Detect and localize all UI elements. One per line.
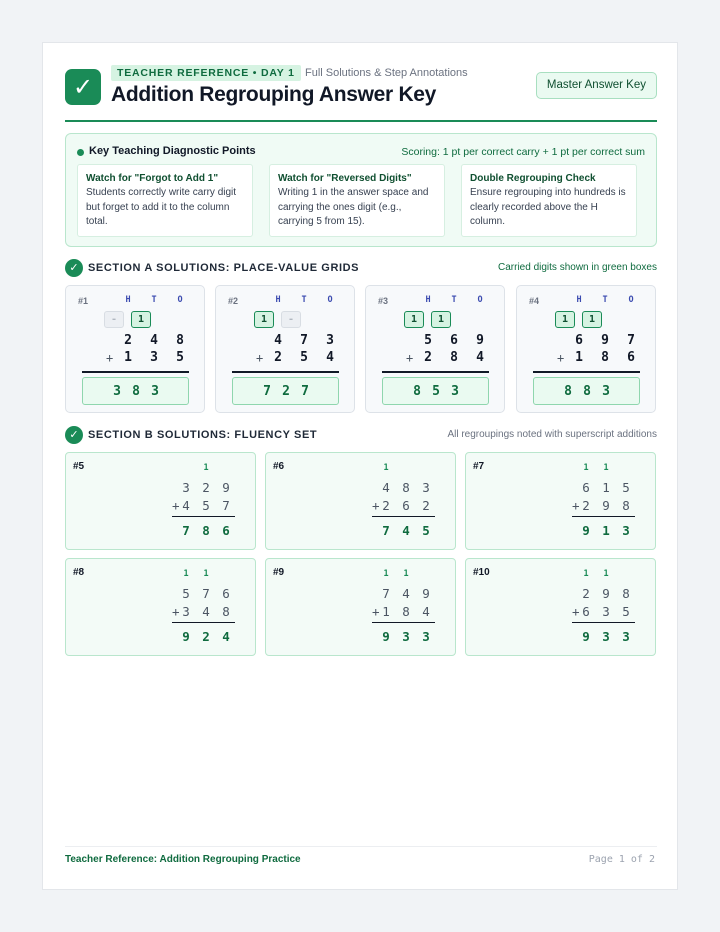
header-subtitle: Full Solutions & Step Annotations [305, 67, 468, 79]
answer-digit: 3 [602, 629, 610, 644]
addend-digit: 6 [450, 333, 458, 348]
carry-box: - [104, 311, 124, 328]
addend-digit: 6 [222, 586, 230, 601]
answer-digit: 9 [182, 629, 190, 644]
fluency-problem-card [265, 452, 456, 550]
section-b-header [65, 426, 657, 446]
answer-digit: 4 [222, 629, 230, 644]
page-header [65, 65, 657, 121]
addend-digit: 6 [402, 498, 410, 513]
answer-digit: 3 [622, 523, 630, 538]
problem-number: #2 [228, 296, 239, 306]
addend-digit: 7 [300, 333, 308, 348]
header-divider [65, 120, 657, 122]
sum-line [572, 622, 635, 623]
answer-digit: 8 [202, 523, 210, 538]
section-title: SECTION B SOLUTIONS: FLUENCY SET [88, 429, 318, 441]
addend-digit: 2 [424, 350, 432, 365]
carry-digit: 1 [603, 569, 609, 579]
addend-digit: 7 [627, 333, 635, 348]
addend-digit: 8 [402, 480, 410, 495]
answer-digit: 8 [564, 384, 572, 399]
addend-digit: 3 [326, 333, 334, 348]
answer-digit: 8 [583, 384, 591, 399]
addend-digit: 4 [422, 604, 430, 619]
answer-digit: 4 [402, 523, 410, 538]
addend-digit: 2 [274, 350, 282, 365]
carry-box: - [281, 311, 301, 328]
addend-digit: 3 [182, 480, 190, 495]
addend-digit: 5 [176, 350, 184, 365]
answer-digit: 3 [422, 629, 430, 644]
problem-number: #7 [473, 461, 485, 472]
carry-digit: 1 [203, 463, 209, 473]
plus-sign: + [372, 498, 380, 513]
addend-digit: 8 [622, 586, 630, 601]
carry-digit: 1 [583, 569, 589, 579]
problem-number: #1 [78, 296, 89, 306]
carry-digit: 1 [583, 463, 589, 473]
addend-digit: 4 [476, 350, 484, 365]
diagnostic-tip [269, 164, 445, 237]
sum-line [372, 622, 435, 623]
addend-digit: 3 [150, 350, 158, 365]
plus-sign: + [572, 604, 580, 619]
check-icon: ✓ [65, 259, 83, 277]
plus-sign: + [172, 498, 180, 513]
plus-sign: + [256, 351, 264, 365]
section-title: SECTION A SOLUTIONS: PLACE-VALUE GRIDS [88, 262, 360, 274]
carry-box: 1 [582, 311, 602, 328]
addend-digit: 7 [222, 498, 230, 513]
reference-tag: TEACHER REFERENCE • DAY 1 [111, 65, 301, 81]
problem-number: #10 [473, 567, 490, 578]
problem-number: #4 [529, 296, 540, 306]
fluency-problem-card [65, 452, 256, 550]
answer-digit: 3 [622, 629, 630, 644]
answer-digit: 5 [422, 523, 430, 538]
addend-digit: 6 [627, 350, 635, 365]
carry-box: 1 [254, 311, 274, 328]
addend-digit: 6 [582, 604, 590, 619]
master-answer-key-badge: Master Answer Key [536, 72, 657, 99]
addend-digit: 2 [422, 498, 430, 513]
place-value-grid-card [516, 285, 656, 413]
addend-digit: 3 [602, 604, 610, 619]
addend-digit: 5 [182, 586, 190, 601]
addend-digit: 1 [602, 480, 610, 495]
addend-digit: 3 [182, 604, 190, 619]
addend-digit: 8 [601, 350, 609, 365]
answer-digit: 2 [202, 629, 210, 644]
column-header: H [576, 295, 582, 305]
column-header: T [451, 295, 457, 305]
answer-digit: 3 [151, 384, 159, 399]
answer-box [82, 377, 189, 405]
answer-digit: 7 [182, 523, 190, 538]
fluency-problem-card [265, 558, 456, 656]
column-header: T [301, 295, 307, 305]
column-header: O [327, 295, 333, 305]
carry-box: 1 [404, 311, 424, 328]
addend-digit: 8 [622, 498, 630, 513]
answer-digit: 5 [432, 384, 440, 399]
answer-digit: 7 [301, 384, 309, 399]
addend-digit: 6 [575, 333, 583, 348]
carry-box: 1 [555, 311, 575, 328]
column-header: O [628, 295, 634, 305]
answer-digit: 8 [413, 384, 421, 399]
sum-line [232, 371, 339, 373]
answer-digit: 7 [263, 384, 271, 399]
plus-sign: + [172, 604, 180, 619]
addend-digit: 8 [450, 350, 458, 365]
column-header: H [275, 295, 281, 305]
answer-key-page [42, 42, 678, 890]
addend-digit: 3 [422, 480, 430, 495]
answer-digit: 9 [382, 629, 390, 644]
carry-box: 1 [431, 311, 451, 328]
addend-digit: 9 [602, 586, 610, 601]
diagnostic-title: Key Teaching Diagnostic Points [89, 145, 256, 157]
answer-box [232, 377, 339, 405]
addend-digit: 6 [582, 480, 590, 495]
sum-line [82, 371, 189, 373]
fluency-problem-card [465, 558, 656, 656]
addend-digit: 5 [424, 333, 432, 348]
place-value-grid-card [65, 285, 205, 413]
answer-digit: 8 [132, 384, 140, 399]
addend-digit: 1 [124, 350, 132, 365]
tip-body: Ensure regrouping into hundreds is clearly recorded above the H column. [470, 187, 626, 227]
carry-digit: 1 [203, 569, 209, 579]
addend-digit: 1 [382, 604, 390, 619]
page-number: Page 1 of 2 [588, 854, 655, 865]
problem-number: #9 [273, 567, 285, 578]
addend-digit: 9 [422, 586, 430, 601]
answer-digit: 7 [382, 523, 390, 538]
tip-heading: Watch for "Reversed Digits" [278, 173, 412, 184]
plus-sign: + [557, 351, 565, 365]
column-header: O [477, 295, 483, 305]
place-value-grid-card [365, 285, 505, 413]
answer-digit: 3 [402, 629, 410, 644]
problem-number: #8 [73, 567, 85, 578]
answer-box [533, 377, 640, 405]
diagnostic-tip [461, 164, 637, 237]
sum-line [372, 516, 435, 517]
carry-digit: 1 [603, 463, 609, 473]
addend-digit: 9 [602, 498, 610, 513]
sum-line [382, 371, 489, 373]
addend-digit: 8 [402, 604, 410, 619]
footer-title: Teacher Reference: Addition Regrouping Practice [65, 854, 301, 865]
sum-line [572, 516, 635, 517]
addend-digit: 7 [202, 586, 210, 601]
addend-digit: 5 [622, 604, 630, 619]
answer-digit: 9 [582, 523, 590, 538]
diagnostic-tip [77, 164, 253, 237]
carry-digit: 1 [403, 569, 409, 579]
problem-number: #3 [378, 296, 389, 306]
plus-sign: + [406, 351, 414, 365]
answer-digit: 3 [113, 384, 121, 399]
addend-digit: 4 [274, 333, 282, 348]
footer-divider [65, 846, 657, 847]
section-note: Carried digits shown in green boxes [498, 262, 657, 273]
addend-digit: 9 [601, 333, 609, 348]
sum-line [533, 371, 640, 373]
answer-digit: 3 [451, 384, 459, 399]
addend-digit: 2 [124, 333, 132, 348]
addend-digit: 2 [582, 498, 590, 513]
addend-digit: 5 [300, 350, 308, 365]
plus-sign: + [572, 498, 580, 513]
section-note: All regroupings noted with superscript additions [447, 429, 657, 440]
diagnostic-box [65, 133, 657, 247]
answer-digit: 9 [582, 629, 590, 644]
fluency-problem-card [65, 558, 256, 656]
addend-digit: 5 [622, 480, 630, 495]
addend-digit: 7 [382, 586, 390, 601]
addend-digit: 2 [202, 480, 210, 495]
addend-digit: 9 [222, 480, 230, 495]
carry-digit: 1 [383, 463, 389, 473]
answer-digit: 3 [602, 384, 610, 399]
addend-digit: 4 [150, 333, 158, 348]
fluency-problem-card [465, 452, 656, 550]
addend-digit: 4 [382, 480, 390, 495]
check-icon: ✓ [65, 426, 83, 444]
tip-body: Writing 1 in the answer space and carrying the ones digit (e.g., carrying 5 from 15). [278, 187, 429, 227]
column-header: H [125, 295, 131, 305]
carry-digit: 1 [183, 569, 189, 579]
scoring-note: Scoring: 1 pt per correct carry + 1 pt per correct sum [401, 146, 645, 158]
column-header: O [177, 295, 183, 305]
page-title: Addition Regrouping Answer Key [111, 83, 437, 106]
sum-line [172, 622, 235, 623]
tip-heading: Watch for "Forgot to Add 1" [86, 173, 219, 184]
addend-digit: 4 [402, 586, 410, 601]
addend-digit: 2 [382, 498, 390, 513]
section-a-header [65, 259, 657, 279]
addend-digit: 8 [176, 333, 184, 348]
tip-body: Students correctly write carry digit but forget to add it to the column total. [86, 187, 237, 227]
problem-number: #5 [73, 461, 85, 472]
addend-digit: 9 [476, 333, 484, 348]
carry-box: 1 [131, 311, 151, 328]
addend-digit: 8 [222, 604, 230, 619]
bullet-dot-icon [77, 149, 84, 156]
addend-digit: 4 [182, 498, 190, 513]
plus-sign: + [106, 351, 114, 365]
place-value-grid-card [215, 285, 355, 413]
plus-sign: + [372, 604, 380, 619]
column-header: T [151, 295, 157, 305]
answer-digit: 2 [282, 384, 290, 399]
addend-digit: 4 [326, 350, 334, 365]
addend-digit: 4 [202, 604, 210, 619]
answer-digit: 6 [222, 523, 230, 538]
check-icon: ✓ [65, 69, 101, 105]
addend-digit: 1 [575, 350, 583, 365]
tip-heading: Double Regrouping Check [470, 173, 596, 184]
answer-box [382, 377, 489, 405]
addend-digit: 5 [202, 498, 210, 513]
sum-line [172, 516, 235, 517]
column-header: H [425, 295, 431, 305]
carry-digit: 1 [383, 569, 389, 579]
column-header: T [602, 295, 608, 305]
addend-digit: 2 [582, 586, 590, 601]
problem-number: #6 [273, 461, 285, 472]
answer-digit: 1 [602, 523, 610, 538]
